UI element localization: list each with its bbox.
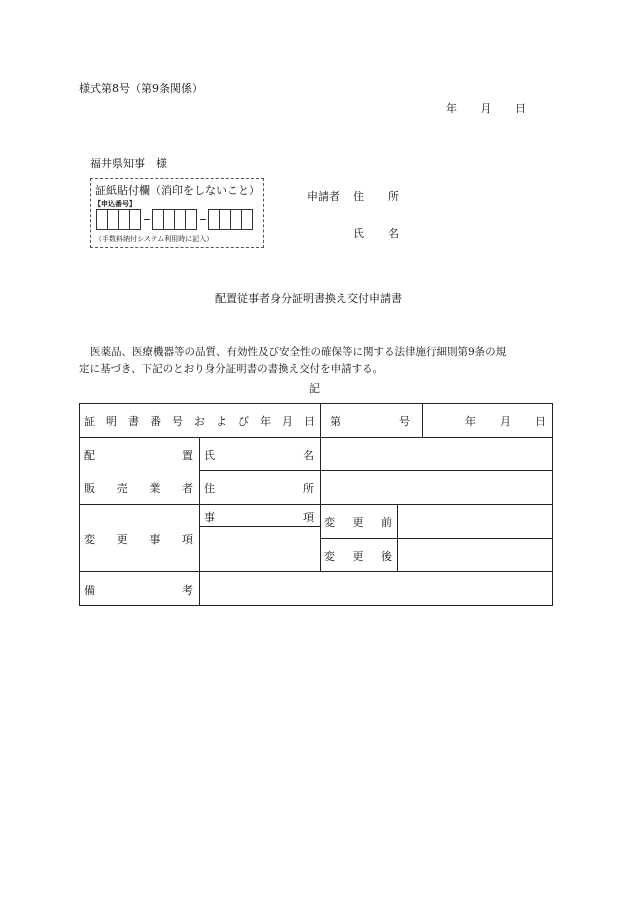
table-line (422, 403, 423, 437)
label-char: 氏 (353, 227, 364, 240)
label-char: 前 (381, 516, 392, 529)
label-char: 住 (204, 482, 215, 495)
number-separator (144, 219, 150, 220)
remarks-label (84, 582, 193, 598)
table-line (79, 605, 553, 606)
applicant-label: 申請者 (307, 190, 340, 203)
label-char: 事 (149, 533, 161, 546)
label-char: び (238, 415, 249, 428)
revenue-stamp-box (90, 178, 264, 248)
label-char: 備 (84, 584, 95, 597)
label-char: 配 (84, 449, 95, 462)
form-title: 配置従事者身分証明書換え交付申請書 (215, 292, 402, 305)
applicant-name-label (353, 225, 399, 241)
label-char: 号 (172, 415, 183, 428)
label-char: 置 (182, 449, 193, 462)
application-number-group-2[interactable] (152, 209, 196, 230)
before-change-label (324, 514, 392, 530)
label-char: 明 (106, 415, 117, 428)
label-char: 月 (500, 415, 511, 428)
label-char: 後 (381, 550, 392, 563)
application-number-label: 【申込番号】 (94, 199, 136, 208)
label-char: 売 (116, 482, 128, 495)
label-char: 者 (181, 482, 193, 495)
label-char: 所 (303, 482, 314, 495)
label-char: 項 (303, 511, 314, 524)
label-char: 業 (149, 482, 161, 495)
number-separator (200, 219, 206, 220)
date-month: 月 (480, 102, 492, 115)
seller-label-bottom (84, 480, 193, 496)
label-char: 名 (303, 449, 314, 462)
date-day: 日 (515, 102, 526, 115)
label-char: 更 (352, 550, 364, 563)
before-change-input[interactable] (398, 505, 552, 538)
seller-label-top (84, 447, 193, 463)
label-char: 変 (84, 533, 95, 546)
certificate-date-field[interactable] (465, 413, 546, 429)
label-char: 更 (116, 533, 128, 546)
label-char: お (194, 415, 205, 428)
remarks-input[interactable] (200, 572, 552, 605)
number-prefix: 第 (330, 415, 341, 428)
label-char: 販 (84, 482, 95, 495)
table-line (79, 403, 553, 404)
label-char: 氏 (204, 449, 215, 462)
label-char: 月 (282, 415, 293, 428)
body-text-line-1: 医薬品、医療機器等の品質、有効性及び安全性の確保等に関する法律施行細則第9条の規 (90, 346, 507, 358)
label-char: 名 (388, 227, 399, 240)
number-cell[interactable] (185, 209, 197, 230)
label-char: 住 (353, 190, 364, 203)
label-char: 変 (324, 550, 335, 563)
ki-marker: 記 (309, 382, 320, 395)
change-items-label (84, 531, 193, 547)
label-char: 日 (304, 415, 315, 428)
submission-date (446, 100, 526, 116)
table-line (79, 403, 80, 606)
label-char: 所 (388, 190, 399, 203)
after-change-label (324, 548, 392, 564)
label-char: 更 (352, 516, 364, 529)
certificate-number-date-label (84, 413, 315, 429)
addressee: 福井県知事 様 (90, 157, 167, 170)
label-char: 変 (324, 516, 335, 529)
label-char: 事 (204, 511, 215, 524)
number-cell[interactable] (129, 209, 141, 230)
body-text-line-2: 定に基づき、下記のとおり身分証明書の書換え交付を申請する。 (79, 363, 384, 375)
label-char: 証 (84, 415, 95, 428)
label-char: 項 (181, 533, 193, 546)
label-char: よ (216, 415, 227, 428)
label-char: 日 (535, 415, 546, 428)
application-number-group-3[interactable] (208, 209, 252, 230)
stamp-box-note: （手数料納付システム利用時に記入） (95, 235, 214, 243)
number-cell[interactable] (241, 209, 253, 230)
seller-name-input[interactable] (321, 438, 552, 470)
change-item-input[interactable] (200, 527, 320, 571)
application-number-group-1[interactable] (96, 209, 140, 230)
stamp-box-title: 証紙貼付欄（消印をしないこと） (95, 184, 260, 197)
label-char: 番 (150, 415, 161, 428)
number-suffix: 号 (399, 415, 410, 428)
table-line (552, 403, 553, 606)
item-label (204, 509, 314, 525)
certificate-number-field[interactable] (330, 413, 410, 429)
after-change-input[interactable] (398, 539, 552, 571)
label-char: 考 (182, 584, 193, 597)
label-char: 年 (465, 415, 476, 428)
date-year: 年 (446, 102, 457, 115)
applicant-address-label (353, 188, 399, 204)
seller-address-label (204, 480, 314, 496)
label-char: 書 (128, 415, 139, 428)
form-number: 様式第8号（第9条関係） (79, 82, 203, 95)
label-char: 年 (260, 415, 271, 428)
seller-address-input[interactable] (321, 471, 552, 504)
seller-name-label (204, 447, 314, 463)
